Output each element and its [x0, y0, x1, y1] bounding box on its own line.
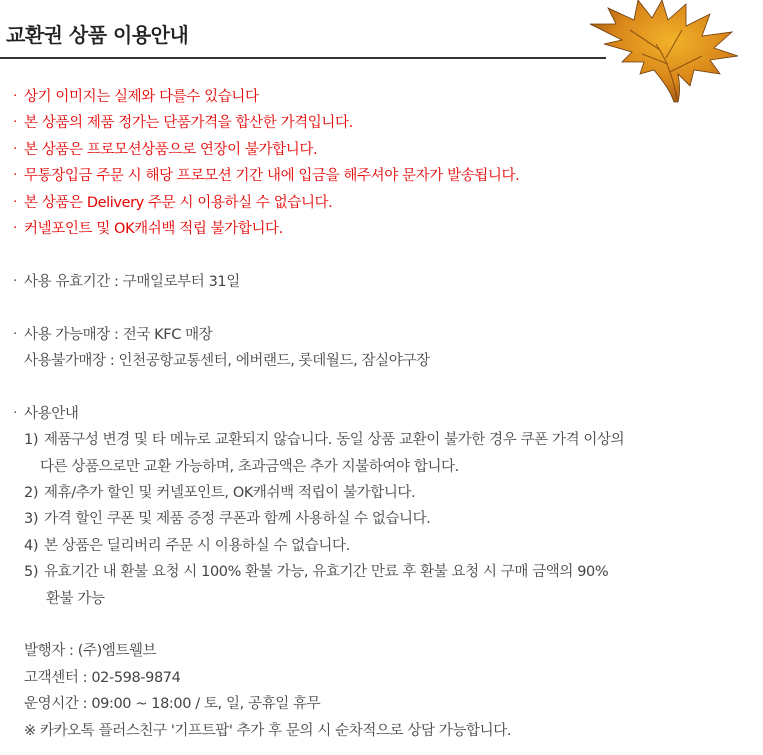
title-divider — [0, 57, 606, 59]
usage-item-number: 2) — [24, 485, 39, 502]
usage-item-number: 3) — [24, 511, 39, 528]
usage-heading-text: 사용안내 — [24, 405, 79, 422]
usage-item-text: 유효기간 내 환불 요청 시 100% 환불 가능, 유효기간 만료 후 환불 요청 시 구매 금액의 90% — [44, 564, 609, 581]
bullet: · — [13, 141, 17, 157]
bullet: · — [13, 115, 17, 131]
bullet: · — [13, 405, 17, 421]
unavailable-stores-text: 사용불가매장 : 인천공항교통센터, 에버랜드, 롯데월드, 잠실야구장 — [24, 353, 430, 370]
usage-item-text: 본 상품은 딜리버리 주문 시 이용하실 수 없습니다. — [44, 537, 350, 554]
warning-notice — [6, 110, 751, 136]
usage-item — [6, 480, 751, 506]
notice-text: 무통장입금 주문 시 해당 프로모션 기간 내에 입금을 해주셔야 문자가 발송됩니다. — [24, 168, 520, 185]
usage-item — [6, 427, 751, 453]
operating-hours-text: 운영시간 : 09:00 ~ 18:00 / 토, 일, 공휴일 휴무 — [24, 696, 321, 713]
bullet: · — [13, 326, 17, 342]
bullet: · — [13, 168, 17, 184]
available-stores-text: 사용 가능매장 : 전국 KFC 매장 — [24, 326, 213, 343]
issuer-text: 발행자 : (주)엠트웰브 — [24, 643, 157, 660]
usage-item-text: 가격 할인 쿠폰 및 제품 증정 쿠폰과 함께 사용하실 수 없습니다. — [44, 511, 431, 528]
usage-item-continuation: 환불 가능 — [46, 590, 105, 607]
bullet: · — [13, 89, 17, 104]
notice-text: 본 상품은 Delivery 주문 시 이용하실 수 없습니다. — [24, 194, 333, 211]
bullet: · — [13, 194, 17, 210]
usage-item-continuation: 다른 상품으로만 교환 가능하며, 초과금액은 추가 지불하여야 합니다. — [40, 458, 459, 475]
usage-item — [6, 559, 751, 585]
usage-item — [6, 533, 751, 559]
warning-notice — [6, 84, 751, 110]
notice-text: 본 상품의 제품 정가는 단품가격을 합산한 가격입니다. — [24, 115, 353, 132]
notice-content — [6, 84, 751, 744]
available-stores — [6, 322, 751, 348]
bullet: · — [13, 221, 17, 237]
usage-item-number: 1) — [24, 432, 39, 449]
usage-heading — [6, 401, 751, 427]
bullet: · — [13, 273, 17, 289]
usage-item-number: 5) — [24, 564, 39, 581]
page-title: 교환권 상품 이용안내 — [6, 23, 189, 47]
notice-text: 상기 이미지는 실제와 다를수 있습니다 — [24, 89, 259, 105]
validity-info — [6, 269, 751, 295]
warning-notice — [6, 163, 751, 189]
usage-item-text: 제휴/추가 할인 및 커넬포인트, OK캐쉬백 적립이 불가합니다. — [44, 485, 416, 502]
notice-text: 커넬포인트 및 OK캐쉬백 적립 불가합니다. — [24, 221, 283, 238]
warning-notice — [6, 137, 751, 163]
validity-text: 사용 유효기간 : 구매일로부터 31일 — [24, 273, 240, 290]
warning-notice — [6, 190, 751, 216]
usage-item-number: 4) — [24, 537, 39, 554]
kakao-note-text: ※ 카카오톡 플러스친구 '기프트팝' 추가 후 문의 시 순차적으로 상담 가능합니다. — [24, 722, 512, 739]
usage-item-text: 제품구성 변경 및 타 메뉴로 교환되지 않습니다. 동일 상품 교환이 불가한 경우 쿠폰 가격 이상의 — [44, 432, 625, 449]
customer-center-text: 고객센터 : 02-598-9874 — [24, 669, 181, 686]
notice-text: 본 상품은 프로모션상품으로 연장이 불가합니다. — [24, 141, 318, 158]
usage-item — [6, 506, 751, 532]
warning-notice — [6, 216, 751, 242]
